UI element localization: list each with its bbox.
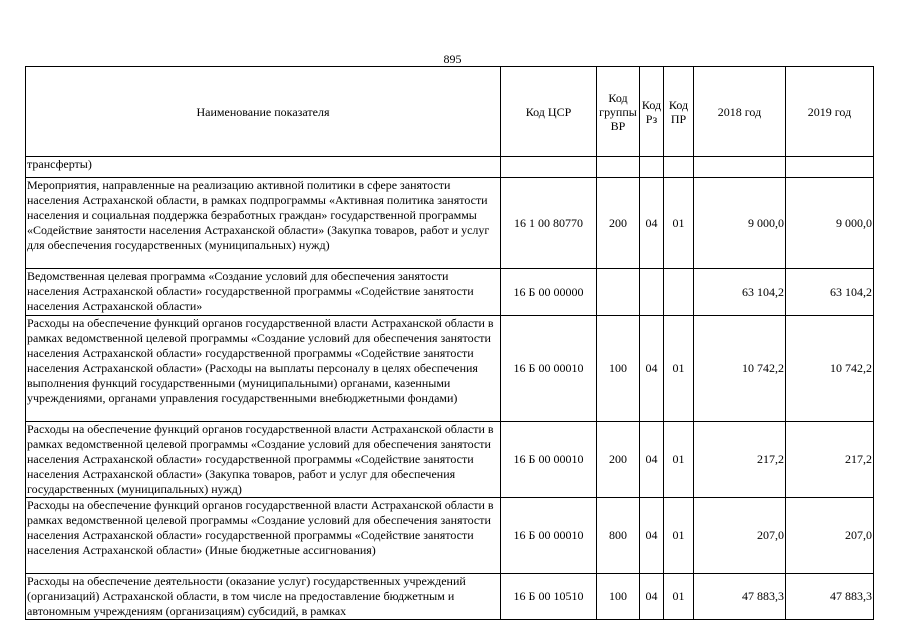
header-2019: 2019 год — [786, 67, 874, 157]
table-row — [26, 422, 874, 498]
row-rz: 04 — [640, 422, 664, 498]
row-pr: 01 — [664, 316, 694, 422]
row-2018: 207,0 — [694, 498, 786, 574]
row-rz: 04 — [640, 574, 664, 620]
row-2018: 217,2 — [694, 422, 786, 498]
row-csr: 16 Б 00 00010 — [501, 316, 597, 422]
table-row — [26, 157, 874, 178]
row-csr — [501, 157, 597, 178]
row-pr: 01 — [664, 574, 694, 620]
row-vr: 100 — [597, 316, 640, 422]
row-2019: 47 883,3 — [786, 574, 874, 620]
row-vr: 200 — [597, 422, 640, 498]
row-rz: 04 — [640, 498, 664, 574]
row-2019: 63 104,2 — [786, 269, 874, 316]
row-vr — [597, 157, 640, 178]
row-2018 — [694, 157, 786, 178]
row-name: Расходы на обеспечение функций органов государственной власти Астраханской области в рамках ведомственной целевой программы «Создание условий для обеспечения занятости населения Астраханской области» государственной программы «Содействие занятости населения Астраханской области» (Закупка товаров, работ и услуг для обеспечения государственных (муниципальных) нужд) — [26, 422, 501, 498]
row-pr: 01 — [664, 178, 694, 269]
row-2019: 9 000,0 — [786, 178, 874, 269]
budget-table — [25, 66, 874, 620]
table-row — [26, 269, 874, 316]
row-name: Расходы на обеспечение функций органов государственной власти Астраханской области в рамках ведомственной целевой программы «Создание условий для обеспечения занятости населения Астраханской области» государственной программы «Содействие занятости населения Астраханской области» (Расходы на выплаты персоналу в целях обеспечения выполнения функций государственными (муниципальными) органами, казенными учреждениями, органами управления государственными внебюджетными фондами) — [26, 316, 501, 422]
header-row — [26, 67, 874, 157]
table-row — [26, 178, 874, 269]
row-csr: 16 Б 00 00010 — [501, 498, 597, 574]
header-2018: 2018 год — [694, 67, 786, 157]
row-pr — [664, 269, 694, 316]
row-pr: 01 — [664, 498, 694, 574]
row-2019: 207,0 — [786, 498, 874, 574]
table-row — [26, 498, 874, 574]
row-name: Расходы на обеспечение функций органов государственной власти Астраханской области в рамках ведомственной целевой программы «Создание условий для обеспечения занятости населения Астраханской области» государственной программы «Содействие занятости населения Астраханской области» (Иные бюджетные ассигнования) — [26, 498, 501, 574]
header-vr: Код группы ВР — [597, 67, 640, 157]
row-rz: 04 — [640, 316, 664, 422]
row-name: Ведомственная целевая программа «Создание условий для обеспечения занятости населения Астраханской области» государственной программы «Содействие занятости населения Астраханской области» — [26, 269, 501, 316]
row-2018: 9 000,0 — [694, 178, 786, 269]
page-number: 895 — [443, 52, 462, 66]
row-rz — [640, 157, 664, 178]
row-2018: 10 742,2 — [694, 316, 786, 422]
row-rz: 04 — [640, 178, 664, 269]
table-row — [26, 574, 874, 620]
row-csr: 16 Б 00 10510 — [501, 574, 597, 620]
row-vr: 800 — [597, 498, 640, 574]
row-2019: 217,2 — [786, 422, 874, 498]
row-vr: 100 — [597, 574, 640, 620]
row-pr — [664, 157, 694, 178]
row-vr: 200 — [597, 178, 640, 269]
row-name: трансферты) — [26, 157, 501, 178]
row-2018: 63 104,2 — [694, 269, 786, 316]
row-name: Мероприятия, направленные на реализацию активной политики в сфере занятости населения Астраханской области, в рамках подпрограммы «Активная политика занятости населения и социальная поддержка безработных граждан» государственной программы «Содействие занятости населения Астраханской области» (Закупка товаров, работ и услуг для обеспечения государственных (муниципальных) нужд) — [26, 178, 501, 269]
row-2019 — [786, 157, 874, 178]
header-rz: Код Рз — [640, 67, 664, 157]
row-csr: 16 1 00 80770 — [501, 178, 597, 269]
row-name: Расходы на обеспечение деятельности (оказание услуг) государственных учреждений (организаций) Астраханской области, в том числе на предоставление бюджетным и автономным учреждениям (организациям) субсидий, в рамках — [26, 574, 501, 620]
row-csr: 16 Б 00 00010 — [501, 422, 597, 498]
header-csr: Код ЦСР — [501, 67, 597, 157]
table-row — [26, 316, 874, 422]
header-name: Наименование показателя — [26, 67, 501, 157]
row-csr: 16 Б 00 00000 — [501, 269, 597, 316]
row-vr — [597, 269, 640, 316]
row-2018: 47 883,3 — [694, 574, 786, 620]
row-2019: 10 742,2 — [786, 316, 874, 422]
header-pr: Код ПР — [664, 67, 694, 157]
row-rz — [640, 269, 664, 316]
row-pr: 01 — [664, 422, 694, 498]
